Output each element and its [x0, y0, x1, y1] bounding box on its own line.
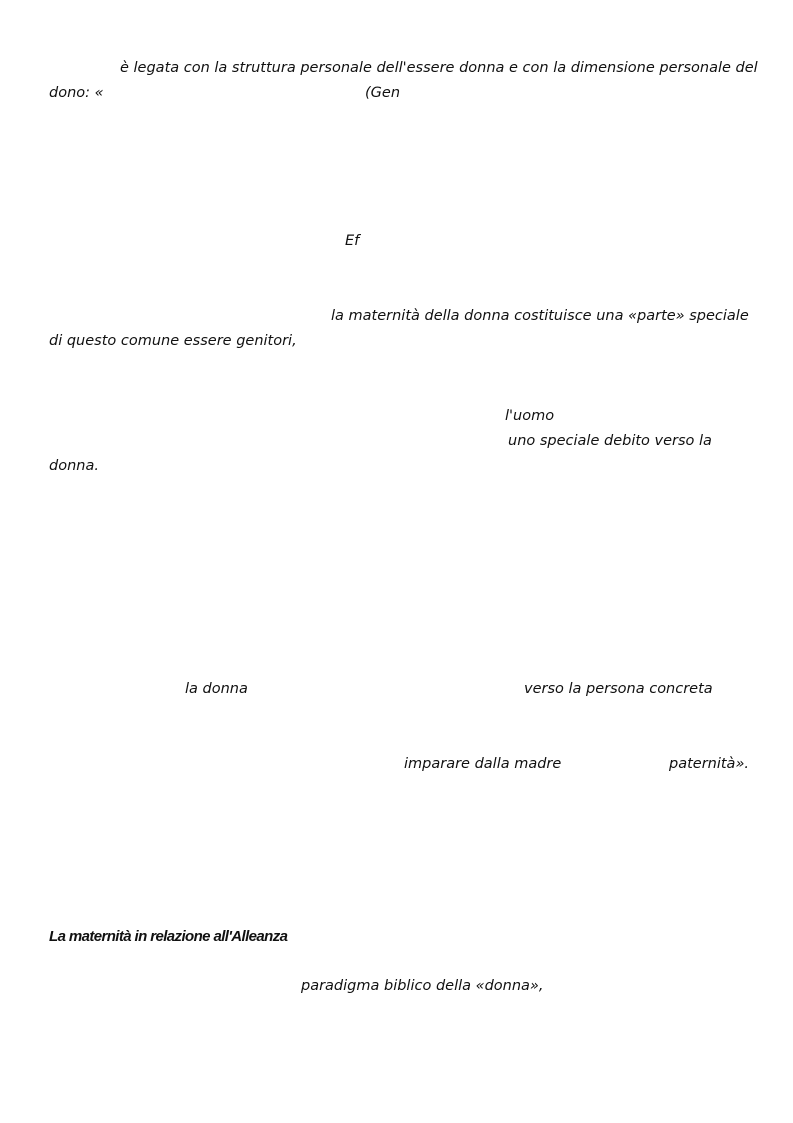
text-fragment-8: uno speciale debito verso la [508, 433, 712, 449]
text-fragment-13: paternità». [669, 756, 750, 772]
text-fragment-7: l'uomo [505, 408, 555, 424]
text-fragment-4: Ef [345, 233, 360, 249]
text-fragment-3: (Gen [365, 85, 401, 101]
section-heading: La maternità in relazione all'Alleanza [49, 928, 288, 945]
text-fragment-2: dono: « [49, 85, 104, 101]
text-fragment-9: donna. [49, 458, 99, 474]
text-fragment-6: di questo comune essere genitori, [49, 333, 297, 349]
text-fragment-15: paradigma biblico della «donna», [301, 978, 544, 994]
text-fragment-12: imparare dalla madre [404, 756, 562, 772]
text-fragment-5: la maternità della donna costituisce una «parte» speciale [331, 308, 749, 324]
text-fragment-10: la donna [185, 681, 248, 697]
text-fragment-11: verso la persona concreta [524, 681, 713, 697]
text-fragment-1: è legata con la struttura personale dell'essere donna e con la dimensione personale del [120, 60, 758, 76]
